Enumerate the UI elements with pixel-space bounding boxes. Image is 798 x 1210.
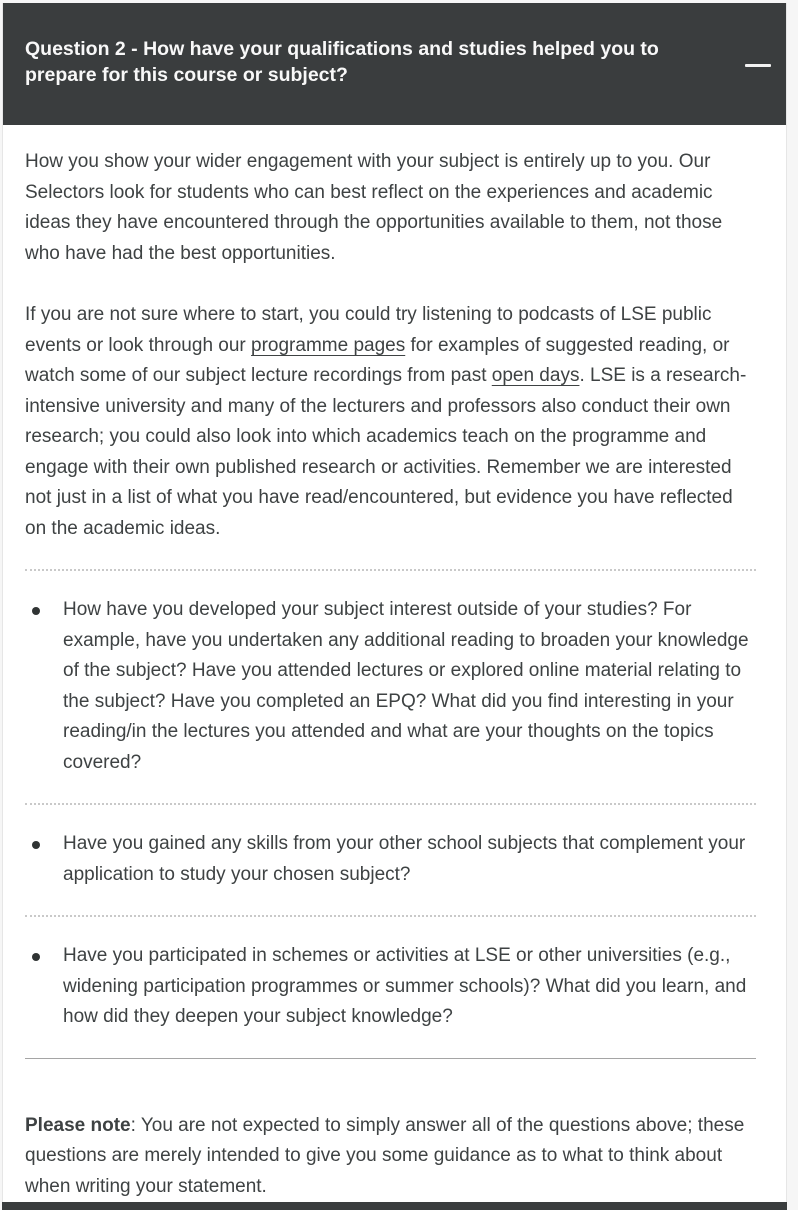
guidance-text-part2: for examples of suggested reading, or watch some of our subject lecture recordings from past: [25, 334, 730, 387]
open-days-link[interactable]: open days: [491, 365, 580, 387]
intro-paragraph: How you show your wider engagement with your subject is entirely up to you. Our Selectors look for students who can best reflect on the experiences and academic ideas they have encountered through the opportunities available to them, not those who have had the best opportunities.: [25, 151, 723, 264]
question-title: Question 2 - How have your qualifications and studies helped you to prepare for this course or subject?: [25, 38, 659, 86]
prompt-question-list: [25, 595, 756, 778]
please-note-paragraph: [25, 1111, 756, 1203]
guidance-paragraph: [25, 300, 756, 544]
prompt-question-list: [25, 941, 756, 1033]
bullet-icon: [32, 841, 40, 849]
bullet-icon: [32, 953, 40, 961]
please-note-text: : You are not expected to simply answer all of the questions above; these questions are merely intended to give you some guidance as to what to think about when writing your statement.: [25, 1114, 745, 1197]
accordion-body: [3, 147, 786, 1202]
section-divider: [25, 1058, 756, 1059]
next-accordion-header-edge[interactable]: [2, 1202, 787, 1210]
accordion-panel: [2, 3, 787, 1210]
prompt-question-list: [25, 829, 756, 890]
guidance-text-part3: . LSE is a research-intensive university and many of the lecturers and professors also conduct their own research; you could also look into which academics teach on the programme and engage with their own published research or activities. Remember we are interested not just in a list of what you have read/encountered, but evidence you have reflected on the academic ideas.: [25, 365, 747, 539]
bullet-text: Have you participated in schemes or activities at LSE or other universities (e.g., widening participation programmes or summer schools)? What did you learn, and how did they deepen your subject knowledge?: [63, 945, 747, 1028]
list-item: [25, 595, 756, 778]
list-item: [25, 829, 756, 890]
divider: [25, 569, 756, 571]
collapse-minus-icon[interactable]: [745, 64, 771, 67]
bullet-text: How have you developed your subject interest outside of your studies? For example, have you undertaken any additional reading to broaden your knowledge of the subject? Have you attended lectures or explored online material relating to the subject? Have you completed an EPQ? What did you find interesting in your reading/in the lectures you attended and what are your thoughts on the topics covered?: [63, 599, 749, 773]
programme-pages-link[interactable]: programme pages: [251, 334, 406, 356]
guidance-text-part1: If you are not sure where to start, you could try listening to podcasts of LSE public events or look through our: [25, 304, 712, 356]
please-note-label: Please note: [25, 1114, 131, 1136]
bullet-icon: [32, 607, 40, 615]
divider: [25, 915, 756, 917]
bullet-text: Have you gained any skills from your other school subjects that complement your application to study your chosen subject?: [63, 833, 746, 885]
list-item: [25, 941, 756, 1033]
divider: [25, 803, 756, 805]
accordion-question-header[interactable]: [3, 3, 786, 125]
